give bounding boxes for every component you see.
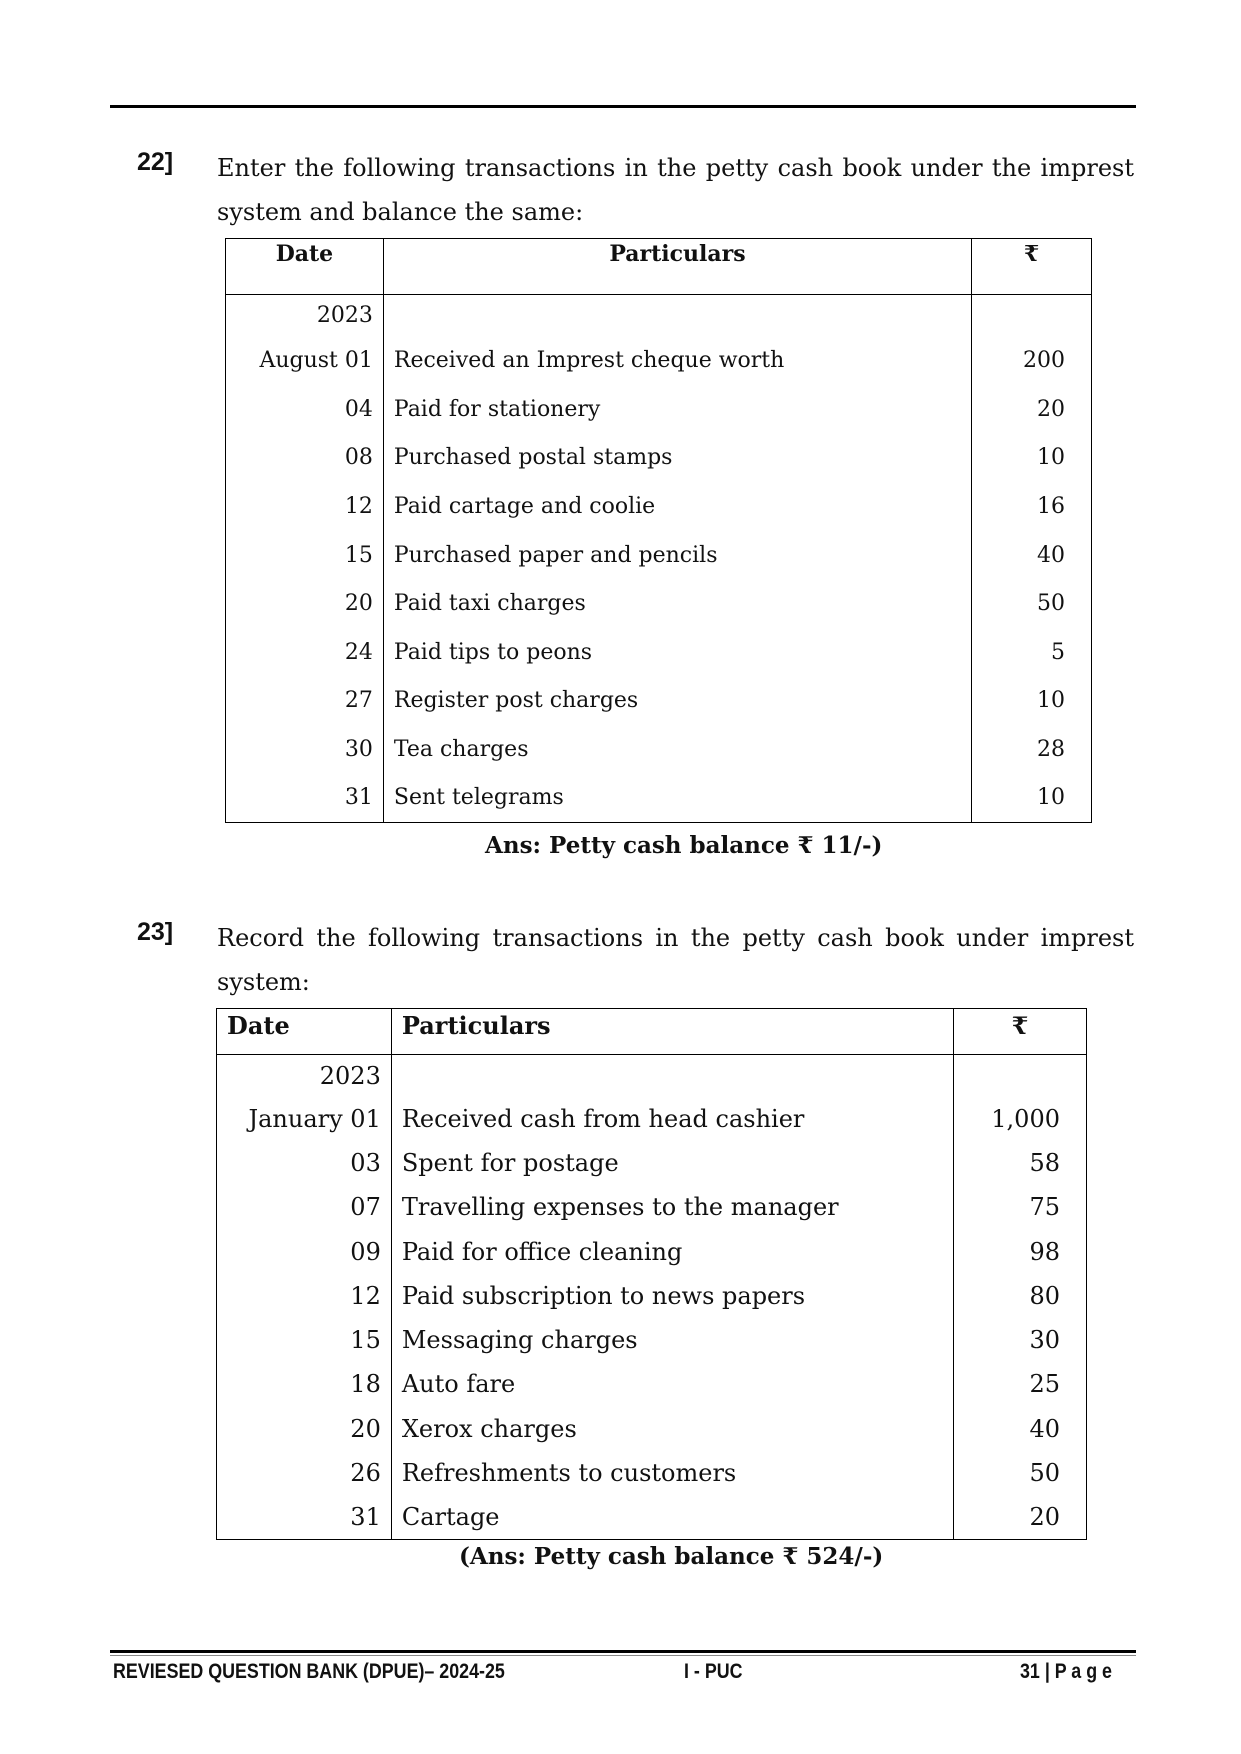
table-row bbox=[226, 677, 1092, 726]
date-header: Date bbox=[217, 1009, 392, 1055]
particulars-cell: Paid subscription to news papers bbox=[391, 1274, 953, 1318]
date-cell: 31 bbox=[217, 1495, 392, 1539]
amount-cell: 10 bbox=[972, 774, 1092, 823]
table-row bbox=[217, 1097, 1087, 1141]
amount-cell: 50 bbox=[972, 579, 1092, 628]
particulars-cell: Purchased paper and pencils bbox=[383, 531, 971, 580]
amount-cell: 75 bbox=[954, 1185, 1087, 1229]
date-cell: 08 bbox=[226, 434, 384, 483]
header-rule bbox=[110, 105, 1136, 108]
date-cell: 26 bbox=[217, 1451, 392, 1495]
answer-22: Ans: Petty cash balance ₹ 11/-) bbox=[485, 832, 883, 859]
particulars-cell: Cartage bbox=[391, 1495, 953, 1539]
table-row bbox=[226, 725, 1092, 774]
amount-cell: 1,000 bbox=[954, 1097, 1087, 1141]
table-row bbox=[217, 1362, 1087, 1406]
date-cell: 12 bbox=[226, 482, 384, 531]
question-number: 22] bbox=[137, 148, 174, 176]
table-body bbox=[226, 295, 1092, 823]
particulars-header: Particulars bbox=[391, 1009, 953, 1055]
amount-cell: 20 bbox=[954, 1495, 1087, 1539]
table-row bbox=[217, 1141, 1087, 1185]
amount-cell: 40 bbox=[972, 531, 1092, 580]
date-cell: 15 bbox=[226, 531, 384, 580]
particulars-cell: Travelling expenses to the manager bbox=[391, 1185, 953, 1229]
petty-cash-table-22 bbox=[225, 238, 1092, 823]
question-text-continued: system and balance the same: bbox=[217, 198, 584, 226]
particulars-header: Particulars bbox=[383, 239, 971, 295]
question-text: Record the following transactions in the petty cash book under imprest bbox=[217, 924, 1134, 952]
amount-cell: 5 bbox=[972, 628, 1092, 677]
year-cell: 2023 bbox=[217, 1055, 392, 1097]
question-text: Enter the following transactions in the petty cash book under the imprest bbox=[217, 154, 1134, 182]
date-cell: 04 bbox=[226, 385, 384, 434]
particulars-cell: Paid for office cleaning bbox=[391, 1229, 953, 1273]
particulars-cell: Register post charges bbox=[383, 677, 971, 726]
table-row bbox=[217, 1274, 1087, 1318]
table-row bbox=[226, 774, 1092, 823]
table-row bbox=[217, 1229, 1087, 1273]
date-cell: 31 bbox=[226, 774, 384, 823]
table-row bbox=[226, 482, 1092, 531]
date-cell: 30 bbox=[226, 725, 384, 774]
amount-cell: 20 bbox=[972, 385, 1092, 434]
particulars-cell: Paid taxi charges bbox=[383, 579, 971, 628]
particulars-cell: Paid for stationery bbox=[383, 385, 971, 434]
date-cell: August 01 bbox=[226, 337, 384, 386]
table-row bbox=[226, 385, 1092, 434]
year-cell: 2023 bbox=[226, 295, 384, 337]
date-cell: 27 bbox=[226, 677, 384, 726]
date-cell: 15 bbox=[217, 1318, 392, 1362]
date-cell: January 01 bbox=[217, 1097, 392, 1141]
amount-cell: 30 bbox=[954, 1318, 1087, 1362]
page-number: 31 | P a g e bbox=[1020, 1660, 1112, 1683]
table-row bbox=[217, 1407, 1087, 1451]
amount-cell: 10 bbox=[972, 434, 1092, 483]
particulars-cell: Paid cartage and coolie bbox=[383, 482, 971, 531]
amount-cell: 58 bbox=[954, 1141, 1087, 1185]
table-row bbox=[217, 1451, 1087, 1495]
date-cell: 09 bbox=[217, 1229, 392, 1273]
date-cell: 07 bbox=[217, 1185, 392, 1229]
footer-class: I - PUC bbox=[684, 1660, 743, 1683]
date-cell: 12 bbox=[217, 1274, 392, 1318]
table-body bbox=[217, 1055, 1087, 1540]
amount-cell: 80 bbox=[954, 1274, 1087, 1318]
table-row bbox=[217, 1185, 1087, 1229]
date-cell: 03 bbox=[217, 1141, 392, 1185]
particulars-cell: Tea charges bbox=[383, 725, 971, 774]
table-row bbox=[226, 337, 1092, 386]
amount-cell: 50 bbox=[954, 1451, 1087, 1495]
amount-cell: 98 bbox=[954, 1229, 1087, 1273]
particulars-cell: Received an Impreѕt cheque worth bbox=[383, 337, 971, 386]
amount-cell: 28 bbox=[972, 725, 1092, 774]
date-header: Date bbox=[226, 239, 384, 295]
table-row bbox=[217, 1495, 1087, 1539]
particulars-cell: Auto fare bbox=[391, 1362, 953, 1406]
date-cell: 24 bbox=[226, 628, 384, 677]
question-number: 23] bbox=[137, 918, 174, 946]
answer-23: (Ans: Petty cash balance ₹ 524/-) bbox=[459, 1543, 884, 1570]
footer-rule-thin bbox=[110, 1655, 1136, 1656]
date-cell: 20 bbox=[226, 579, 384, 628]
amount-cell: 25 bbox=[954, 1362, 1087, 1406]
particulars-cell: Refreshments to customers bbox=[391, 1451, 953, 1495]
amount-header: ₹ bbox=[972, 239, 1092, 295]
amount-header: ₹ bbox=[954, 1009, 1087, 1055]
table-row bbox=[226, 579, 1092, 628]
question-text-continued: system: bbox=[217, 968, 310, 996]
particulars-cell: Sent telegrams bbox=[383, 774, 971, 823]
particulars-cell: Purchased postal stamps bbox=[383, 434, 971, 483]
amount-cell: 200 bbox=[972, 337, 1092, 386]
amount-cell: 10 bbox=[972, 677, 1092, 726]
footer-title: REVIESED QUESTION BANK (DPUE)– 2024-25 bbox=[113, 1660, 505, 1683]
petty-cash-table-23 bbox=[216, 1008, 1087, 1540]
date-cell: 18 bbox=[217, 1362, 392, 1406]
particulars-cell: Messaging charges bbox=[391, 1318, 953, 1362]
particulars-cell: Xerox charges bbox=[391, 1407, 953, 1451]
table-row bbox=[226, 434, 1092, 483]
table-row bbox=[226, 628, 1092, 677]
particulars-cell: Paid tips to peons bbox=[383, 628, 971, 677]
table-row bbox=[217, 1318, 1087, 1362]
amount-cell: 16 bbox=[972, 482, 1092, 531]
date-cell: 20 bbox=[217, 1407, 392, 1451]
particulars-cell: Received cash from head cashier bbox=[391, 1097, 953, 1141]
footer-rule bbox=[110, 1650, 1136, 1653]
table-row bbox=[226, 531, 1092, 580]
amount-cell: 40 bbox=[954, 1407, 1087, 1451]
particulars-cell: Spent for postage bbox=[391, 1141, 953, 1185]
